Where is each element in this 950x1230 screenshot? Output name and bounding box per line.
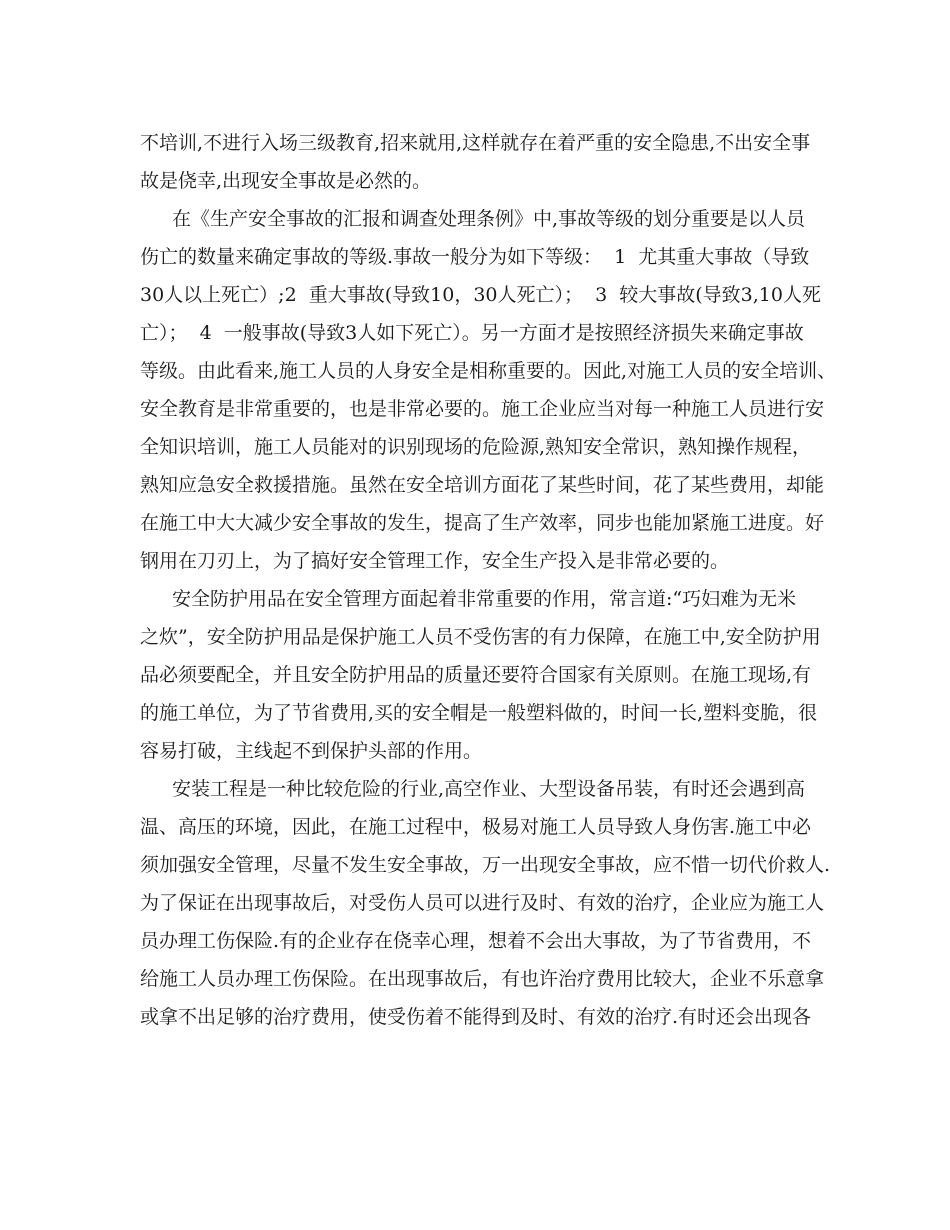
text-line: 熟知应急安全救援措施。虽然在安全培训方面花了某些时间，花了某些费用，却能: [140, 474, 825, 496]
text-line: 之炊”，安全防护用品是保护施工人员不受伤害的有力保障，在施工中,安全防护用: [140, 626, 821, 648]
text-line: 伤亡的数量来确定事故的等级.事故一般分为如下等级： 1 尤其重大事故（导致: [140, 246, 810, 268]
text-line: 容易打破，主线起不到保护头部的作用。: [140, 740, 483, 762]
text-line: 30人以上死亡）;2 重大事故(导致10，30人死亡）； 3 较大事故(导致3,10人死: [140, 284, 821, 306]
paragraph-first-line: 在《生产安全事故的汇报和调查处理条例》中,事故等级的划分重要是以人员: [172, 208, 806, 230]
text-line: 等级。由此看来,施工人员的人身安全是相称重要的。因此,对施工人员的安全培训、: [140, 360, 837, 382]
text-line: 或拿不出足够的治疗费用，使受伤着不能得到及时、有效的治疗.有时还会出现各: [140, 1006, 812, 1028]
text-line: 的施工单位，为了节省费用,买的安全帽是一般塑料做的，时间一长,塑料变脆，很: [140, 702, 818, 724]
text-line: 不培训,不进行入场三级教育,招来就用,这样就存在着严重的安全隐患,不出安全事: [140, 132, 811, 154]
text-line: 温、高压的环境，因此，在施工过程中，极易对施工人员导致人身伤害.施工中必: [140, 816, 812, 838]
text-line: 钢用在刀刃上，为了搞好安全管理工作，安全生产投入是非常必要的。: [140, 550, 730, 572]
text-line: 在施工中大大减少安全事故的发生，提高了生产效率，同步也能加紧施工进度。好: [140, 512, 825, 534]
text-line: 须加强安全管理，尽量不发生安全事故，万一出现安全事故，应不惜一切代价救人.: [140, 854, 831, 876]
text-line: 为了保证在出现事故后，对受伤人员可以进行及时、有效的治疗，企业应为施工人: [140, 892, 825, 914]
text-line: 全知识培训，施工人员能对的识别现场的危险源,熟知安全常识，熟知操作规程，: [140, 436, 812, 458]
paragraph-first-line: 安全防护用品在安全管理方面起着非常重要的作用，常言道:“巧妇难为无米: [172, 588, 797, 610]
text-line: 员办理工伤保险.有的企业存在侥幸心理，想着不会出大事故，为了节省费用，不: [140, 930, 812, 952]
text-line: 亡）； 4 一般事故(导致3人如下死亡）。另一方面才是按照经济损失来确定事故: [140, 322, 804, 344]
text-line: 给施工人员办理工伤保险。在出现事故后，有也许治疗费用比较大，企业不乐意拿: [140, 968, 825, 990]
text-line: 品必须要配全，并且安全防护用品的质量还要符合国家有关原则。在施工现场,有: [140, 664, 812, 686]
body-text: [140, 124, 840, 1036]
text-line: 安全教育是非常重要的，也是非常必要的。施工企业应当对每一种施工人员进行安: [140, 398, 825, 420]
paragraph-first-line: 安装工程是一种比较危险的行业,高空作业、大型设备吊装，有时还会遇到高: [172, 778, 806, 800]
text-line: 故是侥幸,出现安全事故是必然的。: [140, 170, 432, 192]
